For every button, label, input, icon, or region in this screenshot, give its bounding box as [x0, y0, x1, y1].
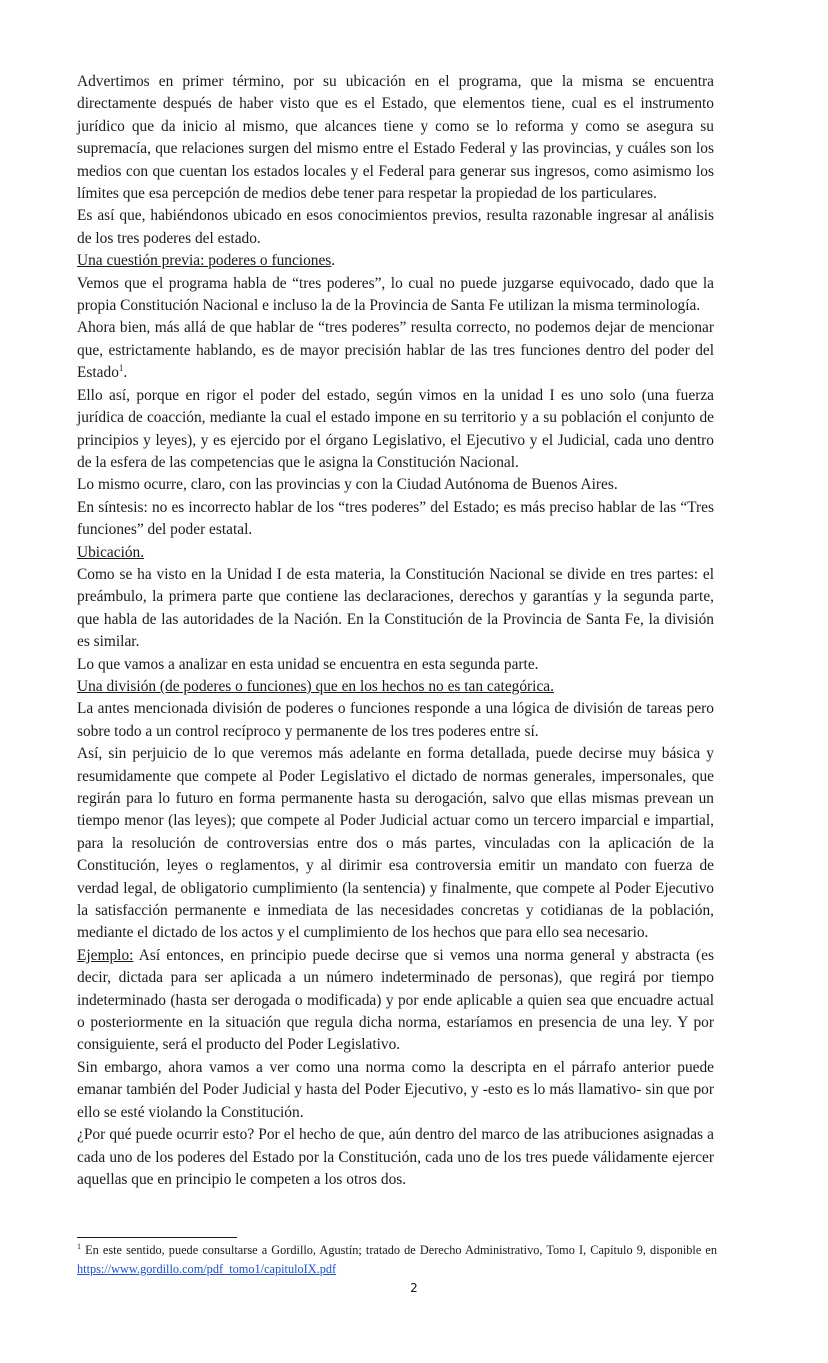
paragraph: En síntesis: no es incorrecto hablar de los “tres poderes” del Estado; es más preciso hablar de las “Tres funciones” del poder estatal.	[77, 498, 714, 539]
footnote	[77, 1241, 717, 1278]
heading-period: .	[331, 252, 336, 270]
paragraph: Ello así, porque en rigor el poder del estado, según vimos en la unidad I es uno solo (una fuerza jurídica de coacción, mediante la cual el estado impone en su territorio y a su población el conjunto de principios y leyes), y es ejercido por el órgano Legislativo, el Ejecutivo y el Judicial, cada uno dentro de la esfera de las competencias que le asigna la Constitución Nacional.	[77, 386, 714, 471]
paragraph: La antes mencionada división de poderes o funciones responde a una lógica de división de tareas pero sobre todo a un control recíproco y permanente de los tres poderes entre sí.	[77, 700, 714, 740]
section-heading	[77, 250, 714, 272]
paragraph-text: Así entonces, en principio puede decirse que si vemos una norma general y abstracta (es decir, dictada para ser aplicada a un número indeterminado de personas), que regirá por tiempo indeterminado (hasta ser derogada o modificada) y por ende aplicable a quien sea que encuadre actual o posteriormente en la situación que regula dicha norma, estaríamos en presencia de una ley. Y por consiguiente, será el producto del Poder Legislativo.	[77, 946, 714, 1054]
paragraph	[77, 945, 714, 1057]
paragraph: Lo mismo ocurre, claro, con las provincias y con la Ciudad Autónoma de Buenos Aires.	[77, 476, 618, 494]
footnote-separator	[77, 1237, 237, 1238]
example-label: Ejemplo:	[77, 946, 134, 964]
footnote-number: 1	[77, 1241, 81, 1251]
paragraph: Sin embargo, ahora vamos a ver como una norma como la descripta en el párrafo anterior puede emanar también del Poder Judicial y hasta del Poder Ejecutivo, y -esto es lo más llamativo- sin que por ello se esté violando la Constitución.	[77, 1058, 714, 1121]
section-heading-text: Una cuestión previa: poderes o funciones	[77, 252, 332, 270]
footnote-link[interactable]: https://www.gordillo.com/pdf_tomo1/capituloIX.pdf	[77, 1261, 337, 1276]
paragraph-period: .	[123, 364, 128, 382]
paragraph	[77, 317, 714, 384]
footnote-text: En este sentido, puede consultarse a Gordillo, Agustín; tratado de Derecho Administrativo, Tomo I, Capítulo 9, disponible en	[81, 1243, 717, 1257]
paragraph: Lo que vamos a analizar en esta unidad se encuentra en esta segunda parte.	[77, 655, 539, 673]
paragraph: Así, sin perjuicio de lo que veremos más adelante en forma detallada, puede decirse muy básica y resumidamente que compete al Poder Legislativo el dictado de normas generales, impersonales, que regirán para lo futuro en forma permanente hasta su derogación, salvo que ellas mismas prevean un tiempo menor (las leyes); que compete al Poder Judicial actuar como un tercero imparcial e impartial, para la resolución de controversias entre dos o más partes, vinculadas con la aplicación de la Constitución, leyes o reglamentos, y al dirimir esa controversia emitir un mandato con fuerza de verdad legal, de obligatorio cumplimiento (la sentencia) y finalmente, que compete al Poder Ejecutivo la satisfacción permanente e inmediata de las necesidades concretas y cotidianas de la población, mediante el dictado de los actos y el cumplimiento de los hechos que para ello sea necesario.	[77, 745, 714, 942]
paragraph: Es así que, habiéndonos ubicado en esos conocimientos previos, resulta razonable ingresar al análisis de los tres poderes del estado.	[77, 207, 714, 247]
section-heading	[77, 676, 714, 698]
section-heading	[77, 542, 714, 564]
paragraph: Como se ha visto en la Unidad I de esta materia, la Constitución Nacional se divide en tres partes: el preámbulo, la primera parte que contiene las declaraciones, derechos y garantías y la segunda parte, que habla de las autoridades de la Nación. En la Constitución de la Provincia de Santa Fe, la división es similar.	[77, 565, 714, 651]
page-number: 2	[410, 1281, 418, 1295]
section-heading-text: Una división (de poderes o funciones) que en los hechos no es tan categórica.	[77, 677, 554, 695]
paragraph: Vemos que el programa habla de “tres poderes”, lo cual no puede juzgarse equivocado, dado que la propia Constitución Nacional e incluso la de la Provincia de Santa Fe utilizan la misma terminología.	[77, 274, 714, 315]
section-heading-text: Ubicación.	[77, 543, 145, 561]
paragraph: ¿Por qué puede ocurrir esto? Por el hecho de que, aún dentro del marco de las atribuciones asignadas a cada uno de los poderes del Estado por la Constitución, cada uno de los tres puede válidamente ejercer aquellas que en principio le competen a los otros dos.	[77, 1126, 714, 1188]
paragraph-text: Ahora bien, más allá de que hablar de “tres poderes” resulta correcto, no podemos dejar de mencionar que, estrictamente hablando, es de mayor precisión hablar de las tres funciones dentro del poder del Estado	[77, 319, 714, 382]
footnote-reference[interactable]: 1	[118, 363, 124, 374]
paragraph: Advertimos en primer término, por su ubicación en el programa, que la misma se encuentra directamente después de haber visto que es el Estado, que elementos tiene, cual es el instrumento jurídico que da inicio al mismo, que alcances tiene y como se lo reforma y como se asegura su supremacía, que relaciones surgen del mismo entre el Estado Federal y las provincias, y cuáles son los medios con que cuentan los estados locales y el Federal para generar sus ingresos, como asimismo los límites que esa percepción de medios debe tener para respetar la propiedad de los particulares.	[77, 73, 714, 203]
document-body	[77, 71, 714, 1191]
